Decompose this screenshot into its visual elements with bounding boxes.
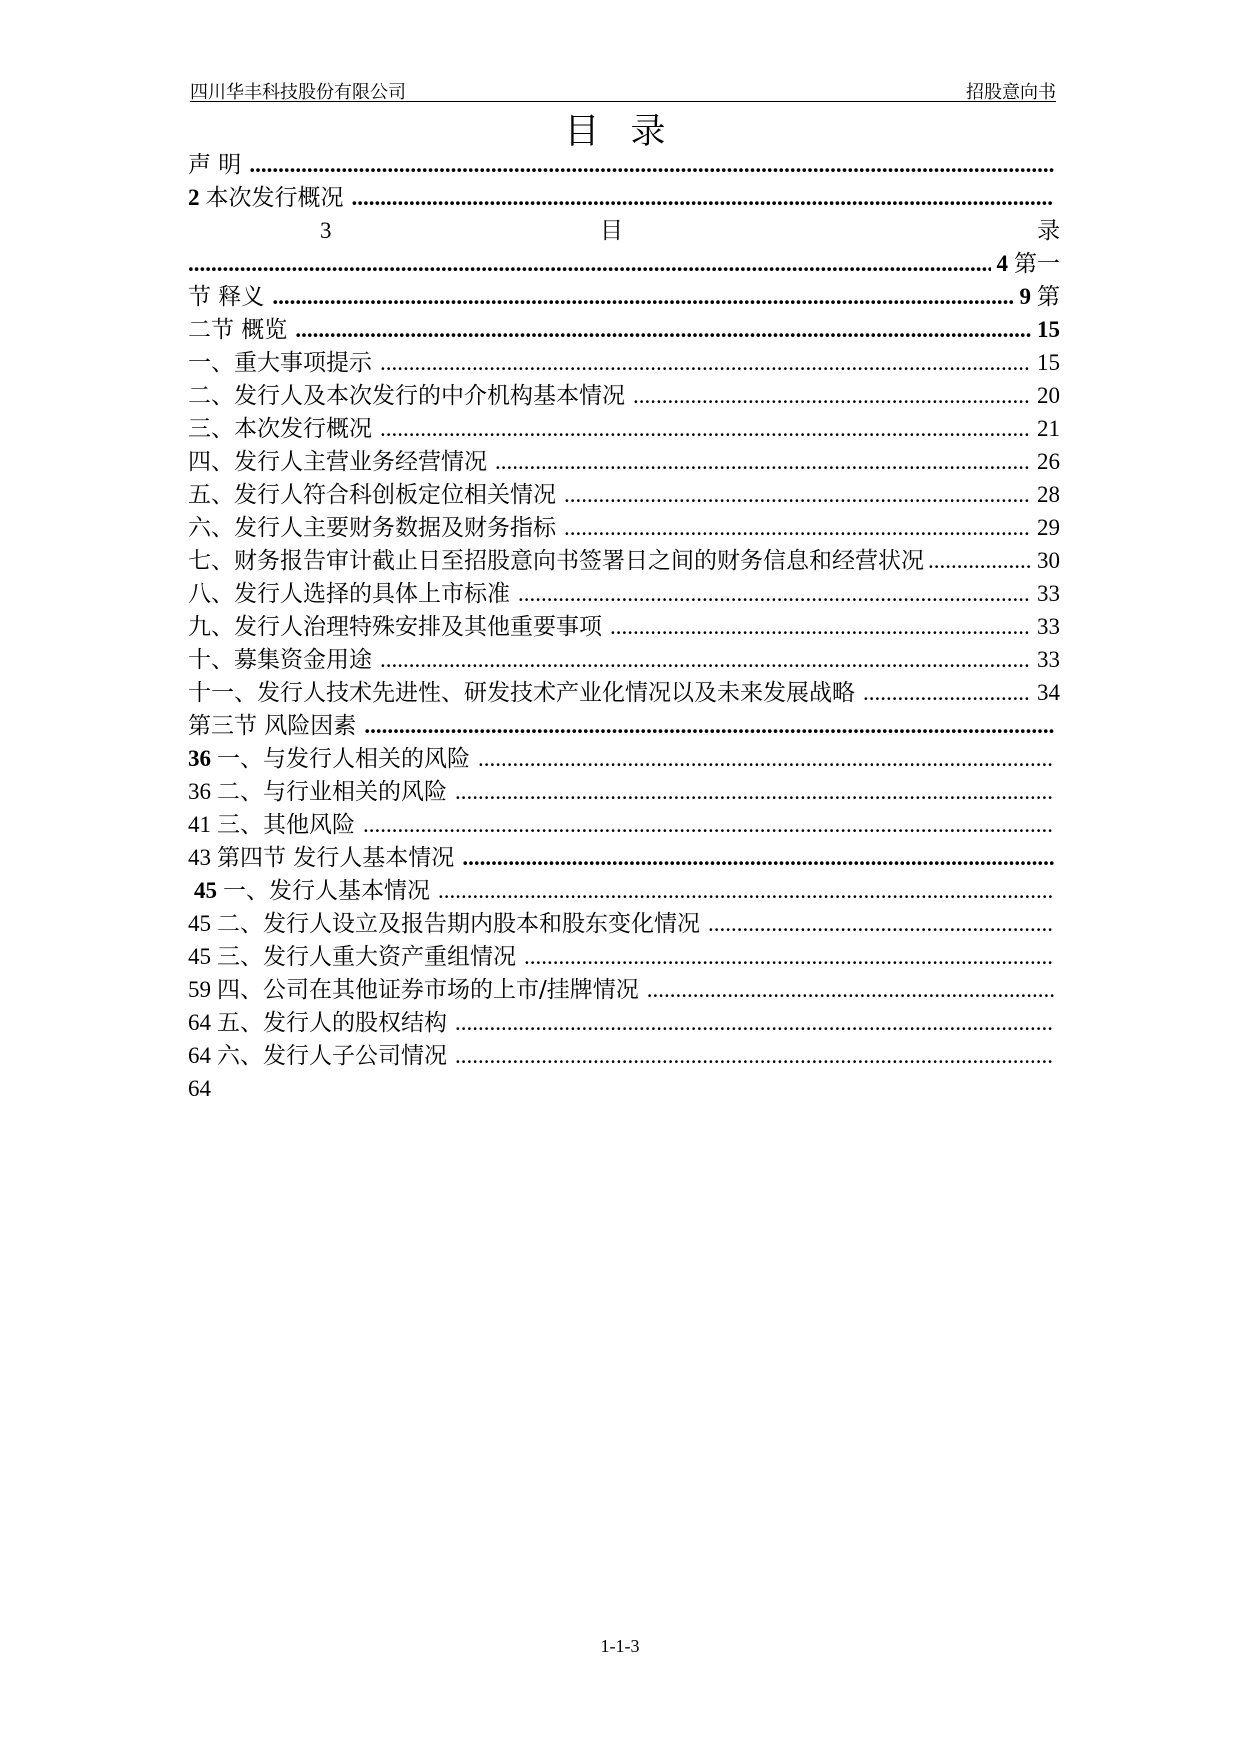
toc-entry[interactable] <box>188 610 1060 644</box>
toc-page-prefix: 64 <box>188 1076 211 1101</box>
toc-leader <box>708 907 1054 941</box>
toc-label: 七、财务报告审计截止日至招股意向书签署日之间的财务信息和经营状况 <box>188 548 924 574</box>
toc-page-prefix: 45 <box>188 911 211 936</box>
toc-entry-overview[interactable] <box>188 313 1060 347</box>
toc-page-prefix: 64 <box>188 1010 211 1035</box>
toc-label: 一、与发行人相关的风险 <box>217 746 470 772</box>
toc-leader <box>363 808 1054 842</box>
toc-entry-statement[interactable] <box>188 148 1060 182</box>
toc-label: 十一、发行人技术先进性、研发技术产业化情况以及未来发展战略 <box>188 680 855 706</box>
toc-label: 二节 概览 <box>188 317 288 343</box>
toc-page: 4 <box>996 251 1008 276</box>
toc-page: 33 <box>1037 614 1060 639</box>
toc-page-prefix: 2 <box>188 185 200 210</box>
toc-leader <box>564 511 1031 545</box>
toc-leader <box>455 1006 1054 1040</box>
toc-entry-basic-info-section[interactable] <box>188 841 1060 875</box>
toc-label: 节 释义 <box>188 284 265 310</box>
toc-leader <box>380 346 1031 380</box>
toc-page: 29 <box>1037 515 1060 540</box>
toc-entry[interactable] <box>188 511 1060 545</box>
toc-label: 本次发行概况 <box>205 185 344 211</box>
toc-page-prefix: 36 <box>188 779 211 804</box>
toc-leader <box>438 874 1054 908</box>
toc-leader <box>518 577 1031 611</box>
toc-label: 六、发行人主要财务数据及财务指标 <box>188 515 556 541</box>
toc-label: 三、其他风险 <box>217 812 355 838</box>
toc-entry[interactable] <box>188 874 1060 908</box>
toc-page: 28 <box>1037 482 1060 507</box>
toc-entry[interactable] <box>188 808 1060 842</box>
toc-leader <box>863 676 1031 710</box>
toc-leader <box>610 610 1031 644</box>
toc-entry[interactable] <box>188 478 1060 512</box>
toc-leader <box>364 709 1054 743</box>
toc-entry[interactable] <box>188 346 1060 380</box>
toc-continuation: 第 <box>1037 284 1060 310</box>
toc-entry[interactable] <box>188 907 1060 941</box>
toc-page: 15 <box>1037 317 1060 342</box>
toc-label: 五、发行人的股权结构 <box>217 1010 447 1036</box>
page-number: 1-1-3 <box>600 1636 640 1656</box>
toc-entry[interactable] <box>188 379 1060 413</box>
toc-entry-definitions[interactable] <box>188 280 1060 314</box>
toc-leader <box>249 148 1054 182</box>
toc-label: 四、发行人主营业务经营情况 <box>188 449 487 475</box>
toc-entry[interactable] <box>188 643 1060 677</box>
toc-leader <box>272 280 1013 314</box>
toc-page-prefix: 64 <box>188 1043 211 1068</box>
toc-entry[interactable] <box>188 1006 1060 1040</box>
toc-entry-issue-overview[interactable] <box>188 181 1060 215</box>
toc-page-prefix: 36 <box>188 746 211 771</box>
toc-page-prefix: 59 <box>188 977 211 1002</box>
toc-page: 33 <box>1037 581 1060 606</box>
toc-page: 9 <box>1019 284 1031 309</box>
toc-page-prefix: 41 <box>188 812 211 837</box>
header-doc-type: 招股意向书 <box>966 82 1056 103</box>
toc-leader <box>295 313 1031 347</box>
toc-label: 八、发行人选择的具体上市标准 <box>188 581 510 607</box>
toc-word-lu: 录 <box>1037 218 1060 243</box>
toc-page: 20 <box>1037 383 1060 408</box>
toc-label: 六、发行人子公司情况 <box>217 1043 447 1069</box>
toc-entry[interactable] <box>188 412 1060 446</box>
toc-entry[interactable] <box>188 577 1060 611</box>
toc-leader <box>380 643 1031 677</box>
toc-leader <box>455 1039 1054 1073</box>
toc-entry[interactable] <box>188 544 1060 578</box>
toc-page-prefix: 45 <box>194 878 217 903</box>
toc-label: 声 明 <box>188 152 242 178</box>
toc-label: 二、与行业相关的风险 <box>217 779 447 805</box>
toc-label: 九、发行人治理特殊安排及其他重要事项 <box>188 614 602 640</box>
toc-leader <box>928 544 1033 578</box>
toc-entry-leader-4[interactable] <box>188 247 1060 281</box>
toc-leader <box>188 247 991 281</box>
toc-label: 第三节 风险因素 <box>188 713 357 739</box>
toc-label: 十、募集资金用途 <box>188 647 372 673</box>
toc-page: 33 <box>1037 647 1060 672</box>
toc-leader <box>478 742 1054 776</box>
toc-continuation: 第一 <box>1014 251 1060 277</box>
toc-label: 三、本次发行概况 <box>188 416 372 442</box>
toc-entry[interactable] <box>188 676 1060 710</box>
toc-leader <box>564 478 1031 512</box>
header-company: 四川华丰科技股份有限公司 <box>190 82 406 103</box>
toc-page: 26 <box>1037 449 1060 474</box>
toc-label: 二、发行人设立及报告期内股本和股东变化情况 <box>217 911 700 937</box>
toc-label: 四、公司在其他证券市场的上市/挂牌情况 <box>217 977 639 1003</box>
toc-label: 三、发行人重大资产重组情况 <box>217 944 516 970</box>
toc-entry[interactable] <box>188 775 1060 809</box>
toc-entry-trailing-page[interactable] <box>188 1072 1060 1106</box>
toc-page: 30 <box>1037 548 1060 573</box>
toc-entry-risk-factors[interactable] <box>188 709 1060 743</box>
toc-leader <box>352 181 1055 215</box>
toc-page-prefix: 45 <box>188 944 211 969</box>
toc-leader <box>524 940 1054 974</box>
toc-entry[interactable] <box>188 973 1060 1007</box>
toc-page: 21 <box>1037 416 1060 441</box>
toc-label: 一、重大事项提示 <box>188 350 372 376</box>
toc-entry[interactable] <box>188 1039 1060 1073</box>
toc-title: 目 录 <box>564 112 676 152</box>
toc-entry[interactable] <box>188 940 1060 974</box>
toc-label: 一、发行人基本情况 <box>223 878 430 904</box>
toc-leader <box>462 841 1054 875</box>
toc-entry[interactable] <box>188 742 1060 776</box>
toc-label: 五、发行人符合科创板定位相关情况 <box>188 482 556 508</box>
toc-page-prefix: 3 <box>320 218 332 243</box>
toc-page-prefix: 43 <box>188 845 211 870</box>
toc-entry[interactable] <box>188 445 1060 479</box>
header-rule <box>190 101 1056 102</box>
toc-leader <box>633 379 1031 413</box>
toc-page: 34 <box>1037 680 1060 705</box>
toc-entry-contents-spread[interactable] <box>188 214 1060 248</box>
toc-label: 第四节 发行人基本情况 <box>217 845 455 871</box>
toc-page: 15 <box>1037 350 1060 375</box>
toc-leader <box>495 445 1031 479</box>
toc-leader <box>455 775 1054 809</box>
toc-leader <box>380 412 1031 446</box>
toc-word-mu: 目 <box>600 218 623 243</box>
toc-label: 二、发行人及本次发行的中介机构基本情况 <box>188 383 625 409</box>
toc-leader <box>647 973 1054 1007</box>
